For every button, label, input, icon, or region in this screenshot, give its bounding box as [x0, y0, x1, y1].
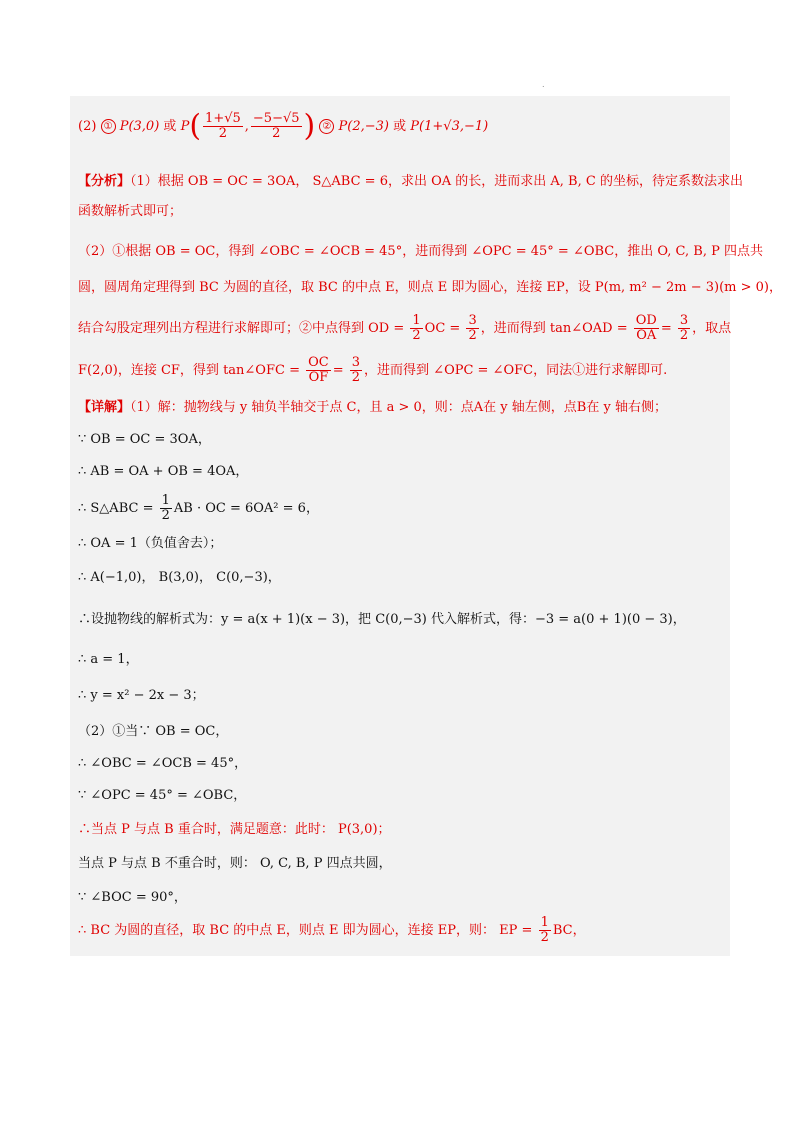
detail-text-7: ∴设抛物线的解析式为：y = a(x + 1)(x − 3)，把 C(0,−3) 代入解析式，得：−3 = a(0 + 1)(0 − 3)，	[78, 612, 686, 627]
frac-num: 3	[351, 355, 361, 370]
analysis-line-5	[78, 312, 732, 346]
analysis-line-6	[78, 354, 724, 388]
frac-den: 2	[161, 508, 170, 523]
circle-marker-1: ①	[101, 119, 116, 134]
frac-num: 1	[161, 493, 170, 508]
paren-left: (	[189, 108, 202, 144]
detail-line-3	[78, 462, 724, 482]
answer-point-2-head: P	[180, 119, 190, 134]
solution-panel	[70, 96, 782, 956]
analysis-text-3: （2）①根据 OB = OC，得到 ∠OBC = ∠OCB = 45°，进而得到 ∠OPC = 45° = ∠OBC，推出 O, C, B, P 四点共	[78, 244, 763, 259]
detail-line-12	[78, 786, 724, 806]
frac-num: −5−√5	[252, 111, 300, 126]
frac-oc-of	[306, 356, 331, 385]
frac-num: OC	[308, 355, 329, 370]
analysis-text-4: 圆，圆周角定理得到 BC 为圆的直径，取 BC 的中点 E，则点 E 即为圆心，连接 EP，设 P(m, m² − 2m − 3)(m > 0)，	[78, 280, 782, 295]
answer-part: (2)	[78, 119, 97, 134]
analysis-text-5d: =	[660, 321, 672, 336]
frac-den: OF	[308, 370, 329, 385]
analysis-line-2	[78, 202, 724, 222]
detail-line-1	[78, 398, 724, 418]
detail-text-13: ∴当点 P 与点 B 重合时，满足题意：此时： P(3,0)；	[78, 822, 391, 837]
analysis-line-3	[78, 242, 763, 262]
analysis-text-5c: ，进而得到 tan∠OAD =	[480, 321, 628, 336]
detail-text-10: （2）①当∵ OB = OC，	[78, 724, 229, 739]
frac-den: OA	[636, 328, 657, 343]
detail-text-8: ∴ a = 1，	[78, 652, 139, 667]
detail-line-6	[78, 568, 724, 588]
analysis-text-6a: F(2,0)，连接 CF，得到 tan∠OFC =	[78, 363, 300, 378]
detail-line-16	[78, 914, 724, 948]
page-dot: .	[542, 80, 545, 89]
frac-den: 2	[218, 126, 228, 141]
answer-point-3: P(2,−3)	[338, 119, 389, 134]
analysis-text-6b: =	[332, 363, 344, 378]
frac-half	[410, 314, 422, 343]
detail-text-5: ∴ OA = 1（负值舍去）；	[78, 536, 223, 551]
detail-line-14	[78, 854, 724, 874]
detail-text-16b: BC，	[552, 923, 586, 938]
frac-num: 3	[468, 313, 477, 328]
frac-three-half-2	[678, 314, 690, 343]
detail-text-16a: ∴ BC 为圆的直径，取 BC 的中点 E，则点 E 即为圆心，连接 EP，则： EP =	[78, 923, 533, 938]
detail-line-5	[78, 534, 724, 554]
frac-half-2	[160, 494, 172, 523]
analysis-line-1	[78, 172, 743, 192]
frac-num: 3	[679, 313, 689, 328]
answer-point-4: P(1+√3,−1)	[410, 119, 489, 134]
detail-text-1: （1）解：抛物线与 y 轴负半轴交于点 C，且 a > 0，则：点A在 y 轴左侧，点B在 y 轴右侧；	[130, 400, 667, 415]
frac-den: 2	[540, 930, 549, 945]
detail-text-4b: AB · OC = 6OA² = 6，	[173, 501, 319, 516]
frac-od-oa	[634, 314, 659, 343]
detail-text-6: ∴ A(−1,0)， B(3,0)， C(0,−3)，	[78, 570, 281, 585]
detail-line-2	[78, 430, 724, 450]
answer-frac-1	[203, 112, 243, 141]
detail-text-15: ∵ ∠BOC = 90°，	[78, 890, 187, 905]
detail-text-9: ∴ y = x² − 2x − 3；	[78, 688, 205, 703]
analysis-text-5b: OC =	[424, 321, 461, 336]
frac-den: 2	[272, 126, 281, 141]
detail-line-10	[78, 722, 724, 742]
frac-num: 1+√5	[205, 111, 241, 126]
answer-frac-2	[251, 112, 302, 141]
frac-den: 2	[351, 370, 361, 385]
detail-text-2: ∵ OB = OC = 3OA，	[78, 432, 211, 447]
detail-line-8	[78, 650, 724, 670]
answer-or-2: 或	[393, 119, 407, 134]
frac-den: 2	[468, 328, 477, 343]
detail-line-11	[78, 754, 724, 774]
detail-line-9	[78, 686, 724, 706]
detail-line-4	[78, 492, 724, 526]
detail-text-12: ∵ ∠OPC = 45° = ∠OBC，	[78, 788, 247, 803]
analysis-text-6c: ，进而得到 ∠OPC = ∠OFC，同法①进行求解即可.	[364, 363, 668, 378]
answer-or-1: 或	[163, 119, 177, 134]
analysis-text-5e: ，取点	[692, 321, 732, 336]
detail-text-14: 当点 P 与点 B 不重合时，则： O, C, B, P 四点共圆，	[78, 856, 392, 871]
frac-half-3	[539, 916, 551, 945]
analysis-text-2: 函数解析式即可；	[78, 204, 183, 219]
detail-tag: 【详解】	[78, 400, 131, 415]
detail-line-7	[78, 610, 724, 630]
detail-line-15	[78, 888, 724, 908]
circle-marker-2: ②	[319, 119, 334, 134]
analysis-tag: 【分析】	[78, 174, 131, 189]
analysis-text-5a: 结合勾股定理列出方程进行求解即可；②中点得到 OD =	[78, 321, 405, 336]
analysis-line-4	[78, 278, 782, 298]
paren-right: )	[303, 108, 316, 144]
frac-three-half-3	[350, 356, 362, 385]
frac-num: 1	[540, 915, 549, 930]
answer-line: (2) ① P(3,0) 或 P( $\frac{1+√5}{2}$ , $\frac{-5-√5}{2}$ ) ② P(2,−3) 或 P(1+√3,−1)	[78, 108, 489, 144]
analysis-text-1: （1）根据 OB = OC = 3OA， S△ABC = 6，求出 OA 的长，进而求出 A, B, C 的坐标，待定系数法求出	[130, 174, 743, 189]
frac-three-half	[466, 314, 478, 343]
frac-num: 1	[412, 313, 421, 328]
answer-point-1: P(3,0)	[119, 119, 160, 134]
detail-text-11: ∴ ∠OBC = ∠OCB = 45°，	[78, 756, 248, 771]
detail-text-3: ∴ AB = OA + OB = 4OA，	[78, 464, 249, 479]
frac-den: 2	[412, 328, 421, 343]
detail-text-4a: ∴ S△ABC =	[78, 501, 154, 516]
frac-num: OD	[635, 313, 657, 328]
detail-line-13	[78, 820, 724, 840]
frac-den: 2	[679, 328, 689, 343]
